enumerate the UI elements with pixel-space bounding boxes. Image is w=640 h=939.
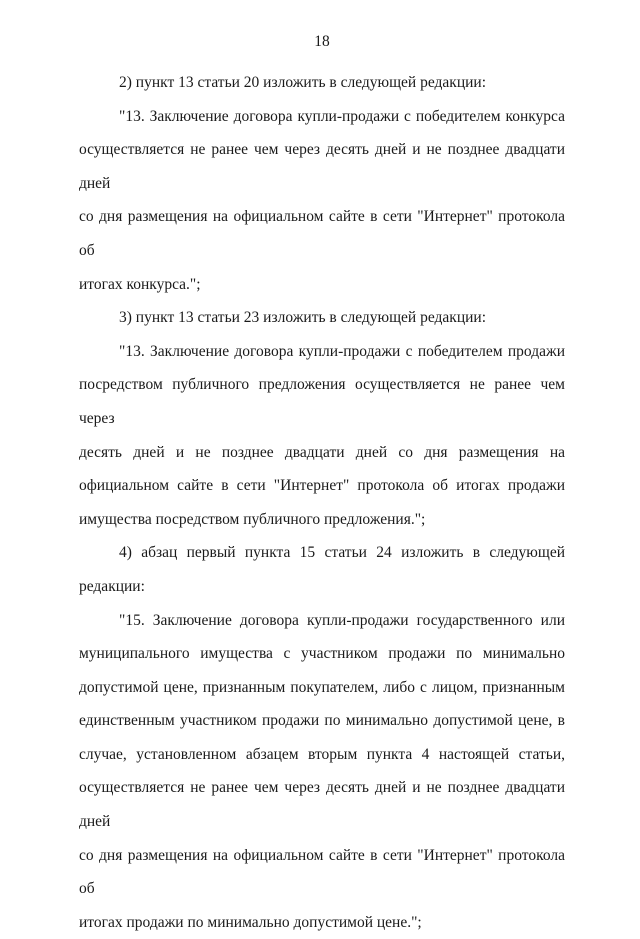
text-line: допустимой цене, признанным покупателем, либо с лицом, признанным [79, 671, 565, 705]
amendment-text-13-art20 [79, 100, 565, 302]
text-line: "13. Заключение договора купли-продажи с победителем конкурса [79, 100, 565, 134]
text-line: редакции: [79, 570, 565, 604]
amendment-item-2 [79, 66, 565, 100]
text-line: со дня размещения на официальном сайте в сети "Интернет" протокола об [79, 839, 565, 906]
text-line: 3) пункт 13 статьи 23 изложить в следующей редакции: [79, 301, 565, 335]
text-line: "13. Заключение договора купли-продажи с победителем продажи [79, 335, 565, 369]
document-body [79, 66, 565, 939]
amendment-item-4 [79, 536, 565, 603]
amendment-text-13-art23 [79, 335, 565, 537]
text-line: итогах продажи по минимально допустимой цене."; [79, 906, 565, 939]
amendment-item-3 [79, 301, 565, 335]
text-line: итогах конкурса."; [79, 268, 565, 302]
text-line: осуществляется не ранее чем через десять дней и не позднее двадцати дней [79, 771, 565, 838]
text-line: посредством публичного предложения осуществляется не ранее чем через [79, 368, 565, 435]
text-line: муниципального имущества с участником продажи по минимально [79, 637, 565, 671]
text-line: случае, установленном абзацем вторым пункта 4 настоящей статьи, [79, 738, 565, 772]
amendment-text-15-art24 [79, 604, 565, 939]
text-line: официальном сайте в сети "Интернет" протокола об итогах продажи [79, 469, 565, 503]
text-line: имущества посредством публичного предложения."; [79, 503, 565, 537]
text-line: "15. Заключение договора купли-продажи государственного или [79, 604, 565, 638]
text-line: 2) пункт 13 статьи 20 изложить в следующей редакции: [79, 66, 565, 100]
text-line: осуществляется не ранее чем через десять дней и не позднее двадцати дней [79, 133, 565, 200]
text-line: десять дней и не позднее двадцати дней со дня размещения на [79, 436, 565, 470]
text-line: 4) абзац первый пункта 15 статьи 24 изложить в следующей [79, 536, 565, 570]
page-number: 18 [79, 33, 565, 51]
document-page [79, 0, 565, 905]
text-line: единственным участником продажи по минимально допустимой цене, в [79, 704, 565, 738]
text-line: со дня размещения на официальном сайте в сети "Интернет" протокола об [79, 200, 565, 267]
